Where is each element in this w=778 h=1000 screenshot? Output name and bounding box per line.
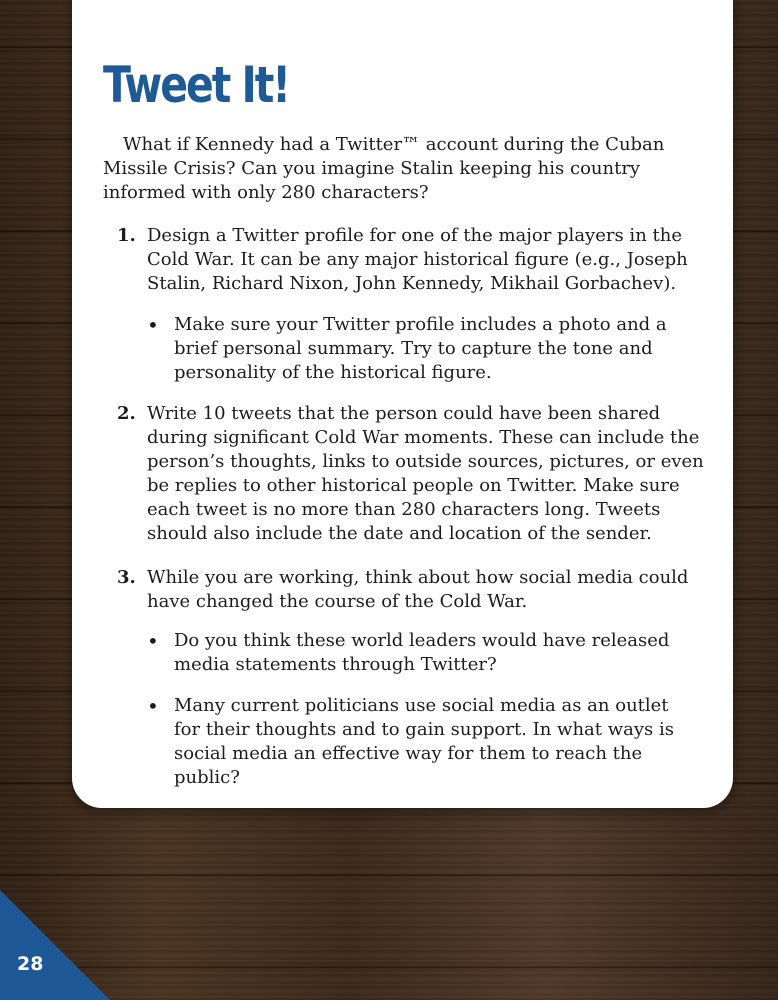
- item-text: Design a Twitter profile for one of the major players in the Cold War. It can be any major historical figure (e.g., Joseph Stalin, Richard Nixon, John Kennedy, Mikhail Gorbachev).: [147, 225, 688, 294]
- item-number: 3.: [117, 567, 136, 588]
- page-corner-tab: [0, 890, 110, 1000]
- bullet-icon: •: [147, 313, 159, 337]
- item-text: While you are working, think about how social media could have changed the course of the Cold War.: [147, 567, 689, 612]
- item-number: 1.: [117, 225, 136, 246]
- bullet-text: Do you think these world leaders would have released media statements through Twitter?: [174, 630, 670, 675]
- intro-paragraph: What if Kennedy had a Twitter™ account during the Cuban Missile Crisis? Can you imagine Stalin keeping his country informed with only 280 characters?: [103, 134, 665, 203]
- page-title: Tweet It!: [103, 56, 289, 114]
- page-number: 28: [17, 953, 44, 975]
- bullet-text: Many current politicians use social media as an outlet for their thoughts and to gain support. In what ways is social media an effective way for them to reach the public?: [174, 695, 675, 788]
- bullet-icon: •: [147, 694, 159, 718]
- item-text: Write 10 tweets that the person could have been shared during significant Cold War moments. These can include the person’s thoughts, links to outside sources, pictures, or even be replies to other historical people on Twitter. Make sure each tweet is no more than 280 characters long. Tweets should also include the date and location of the sender.: [147, 403, 704, 544]
- bullet-icon: •: [147, 629, 159, 653]
- bullet-text: Make sure your Twitter profile includes a photo and a brief personal summary. Try to capture the tone and personality of the historical figure.: [174, 314, 667, 383]
- item-number: 2.: [117, 403, 136, 424]
